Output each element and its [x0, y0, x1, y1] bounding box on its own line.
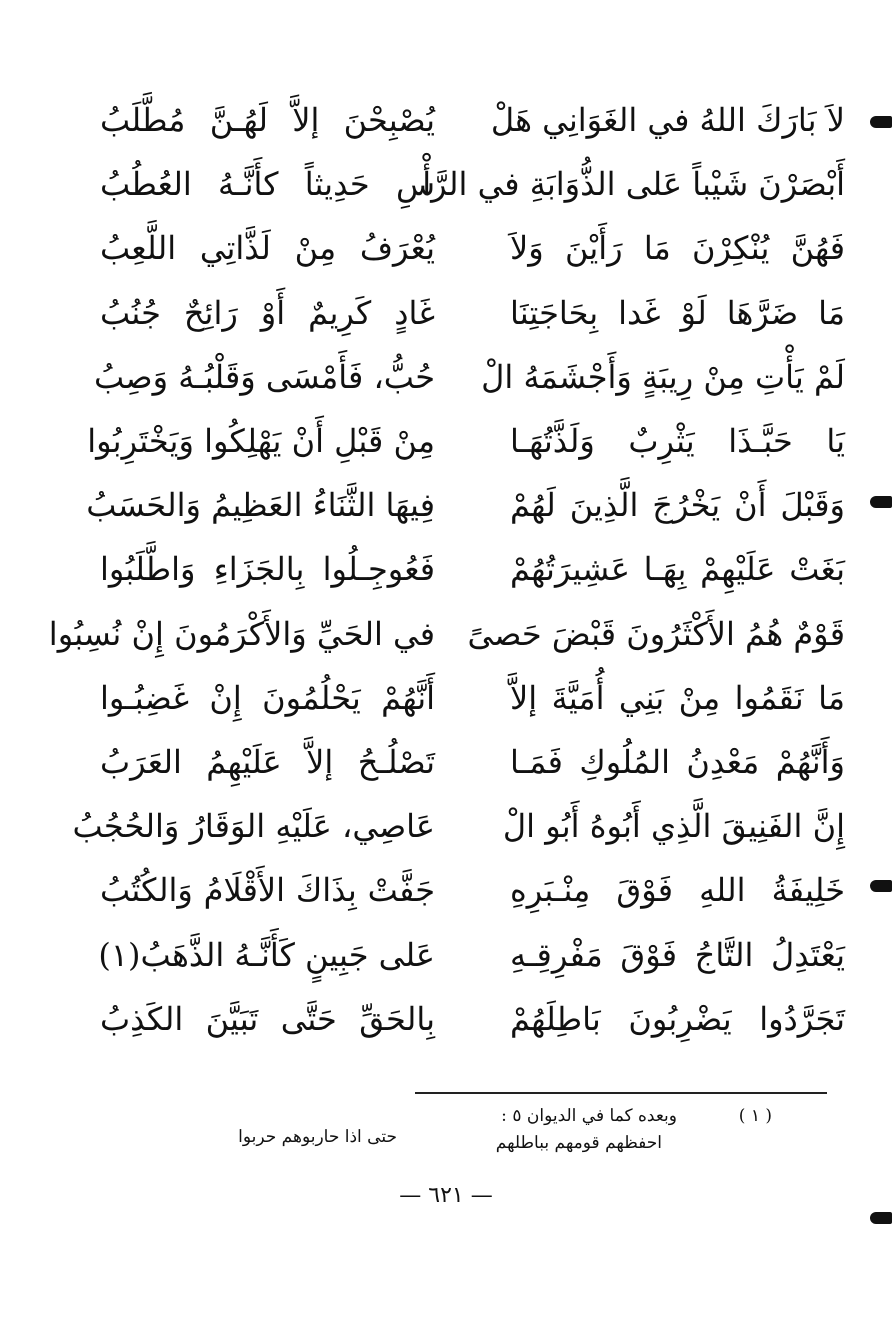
page-edge-mark — [870, 880, 892, 892]
verse-line — [87, 409, 845, 473]
verse-second-hemistich: عَلى جَبِينٍ كَأَنَّـهُ الذَّهَبُ(١) — [98, 935, 435, 974]
footnote-intro: وبعده كما في الديوان ٥ : — [501, 1106, 677, 1126]
verse-second-hemistich: مِنْ قَبْلِ أَنْ يَهْلِكُوا وَيَخْتَرِبُوا — [87, 422, 435, 461]
verse-line — [100, 281, 845, 345]
verse-second-hemistich: تَصْلُـحُ إلاَّ عَلَيْهِمُ العَرَبُ — [100, 742, 435, 781]
page-edge-mark — [870, 1212, 892, 1224]
verse-first-hemistich: يَا حَبَّـذَا يَثْرِبٌ وَلَذَّتُهَـا — [510, 422, 845, 461]
verse-line — [100, 730, 845, 794]
verse-line — [100, 858, 845, 922]
verse-line — [48, 602, 845, 666]
verse-second-hemistich: عَاصِي، عَلَيْهِ الوَقَارُ وَالحُجُبُ — [72, 807, 435, 846]
verse-first-hemistich: فَهُنَّ يُنْكِرْنَ مَا رَأَيْنَ وَلاَ — [510, 229, 845, 268]
verse-first-hemistich: مَا ضَرَّهَا لَوْ غَدا بِحَاجَتِنَا — [510, 293, 845, 332]
verse-line — [86, 473, 845, 537]
verse-line — [93, 345, 845, 409]
verse-second-hemistich: جَفَّتْ بِذَاكَ الأَقْلَامُ وَالكُتُبُ — [100, 871, 435, 910]
verse-line — [100, 216, 845, 280]
verse-first-hemistich: يَعْتَدِلُ التَّاجُ فَوْقَ مَفْرِقِـهِ — [510, 935, 845, 974]
page-edge-mark — [870, 116, 892, 128]
verse-line — [100, 537, 845, 601]
verse-second-hemistich: يُصْبِحْنَ إلاَّ لَهُـنَّ مُطَّلَبُ — [100, 101, 435, 140]
verse-second-hemistich: حُبُّ، فَأَمْسَى وَقَلْبُـهُ وَصِبُ — [93, 357, 435, 396]
page-number: — ٦٢١ — — [399, 1183, 493, 1208]
verse-line — [100, 88, 845, 152]
verse-first-hemistich: مَا نَقَمُوا مِنْ بَنِي أُمَيَّةَ إلاَّ — [510, 678, 845, 717]
verse-line — [100, 666, 845, 730]
verse-first-hemistich: وَقَبْلَ أَنْ يَخْرُجَ الَّذِينَ لَهُمْ — [510, 486, 845, 525]
verse-first-hemistich: لَمْ يَأْتِ مِنْ رِيبَةٍ وَأَجْشَمَهُ الْ — [481, 357, 845, 396]
verse-first-hemistich: أَبْصَرْنَ شَيْباً عَلى الذُّوَابَةِ في الرَّأْ — [422, 165, 845, 204]
verse-line — [100, 152, 845, 216]
verse-second-hemistich: فَعُوجِـلُوا بِالجَزَاءِ وَاطَّلَبُوا — [100, 550, 435, 589]
verse-second-hemistich: غَادٍ كَرِيمٌ أَوْ رَائِحٌ جُنُبُ — [100, 293, 435, 332]
verse-line — [100, 922, 845, 986]
verse-second-hemistich: فِيهَا الثَّنَاءُ العَظِيمُ وَالحَسَبُ — [86, 486, 435, 525]
verse-first-hemistich: بَغَتْ عَلَيْهِمْ بِهَـا عَشِيرَتُهُمْ — [510, 550, 845, 589]
verse-second-hemistich: في الحَيِّ وَالأَكْرَمُونَ إِنْ نُسِبُوا — [48, 614, 435, 653]
verse-first-hemistich: وَأَنَّهُمْ مَعْدِنُ المُلُوكِ فَمَـا — [510, 742, 845, 781]
verse-line — [100, 987, 845, 1051]
verse-first-hemistich: لاَ بَارَكَ اللهُ في الغَوَانِي هَلْ — [490, 101, 845, 140]
verse-second-hemistich: سِ حَدِيثاً كأَنَّـهُ العُطُبُ — [100, 165, 435, 204]
footnote-rule — [415, 1092, 827, 1094]
verse-line — [72, 794, 845, 858]
verse-second-hemistich: بِالحَقِّ حَتَّى تَبَيَّنَ الكَذِبُ — [100, 999, 435, 1038]
footnote-hemistich-second: حتى اذا حاربوهم حربوا — [238, 1127, 397, 1147]
verse-first-hemistich: إِنَّ الفَنِيقَ الَّذِي أَبُوهُ أَبُو الْ — [502, 807, 845, 846]
verse-first-hemistich: تَجَرَّدُوا يَضْرِبُونَ بَاطِلَهُمْ — [510, 999, 845, 1038]
page-edge-mark — [870, 496, 892, 508]
poem — [48, 88, 845, 1051]
footnote-hemistich-first: احفظهم قومهم بباطلهم — [495, 1133, 662, 1153]
verse-second-hemistich: يُعْرَفُ مِنْ لَذَّاتِي اللَّعِبُ — [100, 229, 435, 268]
verse-first-hemistich: خَلِيفَةُ اللهِ فَوْقَ مِنْـبَرِهِ — [510, 871, 845, 910]
verse-first-hemistich: قَوْمٌ هُمُ الأَكْثَرُونَ قَبْضَ حَصىً — [467, 614, 845, 653]
footnote-number: ( ١ ) — [738, 1106, 772, 1126]
verse-second-hemistich: أَنَّهُمْ يَحْلُمُونَ إِنْ غَضِبُـوا — [100, 678, 435, 717]
